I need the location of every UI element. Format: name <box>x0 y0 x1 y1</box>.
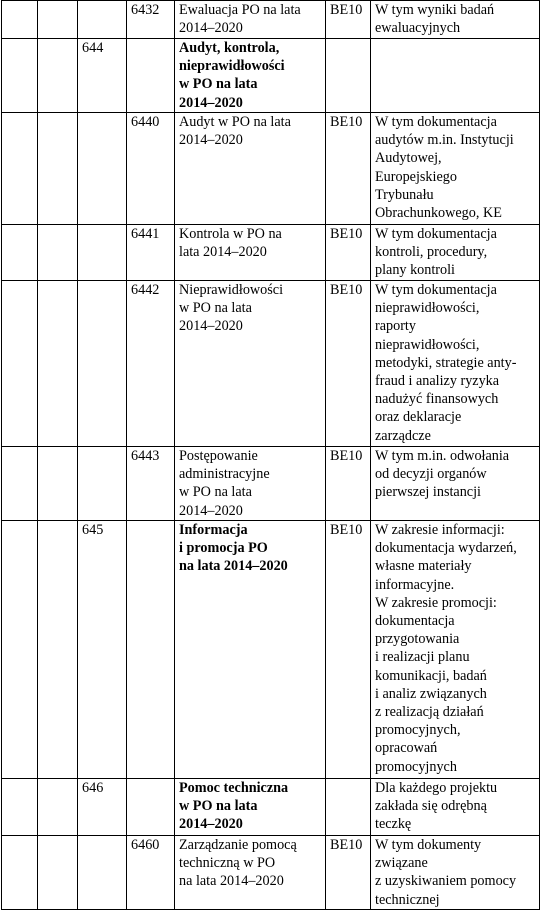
name-cell: Kontrola w PO na lata 2014–2020 <box>175 225 326 281</box>
level-2-cell <box>38 1 78 39</box>
symbol-cell: 645 <box>78 521 127 779</box>
level-2-cell <box>38 225 78 281</box>
table-row <box>2 113 540 225</box>
name-cell: Audyt, kontrola, nieprawidłowości w PO na lata 2014–2020 <box>175 39 326 113</box>
name-cell: Informacja i promocja PO na lata 2014–2020 <box>175 521 326 779</box>
table-row <box>2 39 540 113</box>
category-cell: BE10 <box>326 1 371 39</box>
level-1-cell <box>2 779 38 836</box>
level-1-cell <box>2 836 38 910</box>
notes-cell: W tym dokumentacja kontroli, procedury, plany kontroli <box>371 225 540 281</box>
table-row <box>2 1 540 39</box>
level-4-cell <box>127 39 175 113</box>
name-cell: Ewaluacja PO na lata 2014–2020 <box>175 1 326 39</box>
level-1-cell <box>2 1 38 39</box>
notes-cell: Dla każdego projektu zakłada się odrębną teczkę <box>371 779 540 836</box>
symbol-cell: 6440 <box>127 113 175 225</box>
level-2-cell <box>38 447 78 521</box>
level-3-cell <box>78 836 127 910</box>
table-row <box>2 779 540 836</box>
notes-cell: W tym dokumentacja audytów m.in. Instytucji Audytowej, Europejskiego Trybunału Obrachunkowego, KE <box>371 113 540 225</box>
symbol-cell: 6432 <box>127 1 175 39</box>
level-2-cell <box>38 281 78 447</box>
level-1-cell <box>2 113 38 225</box>
name-cell: Nieprawidłowości w PO na lata 2014–2020 <box>175 281 326 447</box>
notes-cell: W tym dokumentacja nieprawidłowości, raporty nieprawidłowości, metodyki, strategie anty- fraud i analizy ryzyka nadużyć finansowych oraz deklaracje zarządcze <box>371 281 540 447</box>
category-cell: BE10 <box>326 836 371 910</box>
level-2-cell <box>38 113 78 225</box>
symbol-cell: 6442 <box>127 281 175 447</box>
level-4-cell <box>127 521 175 779</box>
level-3-cell <box>78 225 127 281</box>
table-row <box>2 225 540 281</box>
level-2-cell <box>38 836 78 910</box>
name-cell: Zarządzanie pomocą techniczną w PO na lata 2014–2020 <box>175 836 326 910</box>
level-2-cell <box>38 39 78 113</box>
category-cell: BE10 <box>326 225 371 281</box>
level-3-cell <box>78 1 127 39</box>
category-cell <box>326 39 371 113</box>
level-3-cell <box>78 113 127 225</box>
level-1-cell <box>2 281 38 447</box>
level-1-cell <box>2 521 38 779</box>
level-2-cell <box>38 521 78 779</box>
category-cell: BE10 <box>326 521 371 779</box>
table-row <box>2 447 540 521</box>
level-3-cell <box>78 447 127 521</box>
category-cell: BE10 <box>326 447 371 521</box>
table-row <box>2 281 540 447</box>
symbol-cell: 644 <box>78 39 127 113</box>
level-3-cell <box>78 281 127 447</box>
notes-cell <box>371 39 540 113</box>
symbol-cell: 646 <box>78 779 127 836</box>
level-1-cell <box>2 447 38 521</box>
notes-cell: W zakresie informacji: dokumentacja wydarzeń, własne materiały informacyjne. W zakresie promocji: dokumentacja przygotowania i realizacji planu komunikacji, badań i analiz związanych z realizacją działań promocyjnych, opracowań promocyjnych <box>371 521 540 779</box>
table-row <box>2 521 540 779</box>
level-1-cell <box>2 225 38 281</box>
notes-cell: W tym m.in. odwołania od decyzji organów pierwszej instancji <box>371 447 540 521</box>
classification-table <box>1 0 540 910</box>
level-4-cell <box>127 779 175 836</box>
category-cell: BE10 <box>326 281 371 447</box>
name-cell: Audyt w PO na lata 2014–2020 <box>175 113 326 225</box>
category-cell <box>326 779 371 836</box>
name-cell: Postępowanie administracyjne w PO na lata 2014–2020 <box>175 447 326 521</box>
symbol-cell: 6441 <box>127 225 175 281</box>
category-cell: BE10 <box>326 113 371 225</box>
level-1-cell <box>2 39 38 113</box>
symbol-cell: 6460 <box>127 836 175 910</box>
notes-cell: W tym dokumenty związane z uzyskiwaniem pomocy technicznej <box>371 836 540 910</box>
table-row <box>2 836 540 910</box>
name-cell: Pomoc techniczna w PO na lata 2014–2020 <box>175 779 326 836</box>
level-2-cell <box>38 779 78 836</box>
notes-cell: W tym wyniki badań ewaluacyjnych <box>371 1 540 39</box>
symbol-cell: 6443 <box>127 447 175 521</box>
